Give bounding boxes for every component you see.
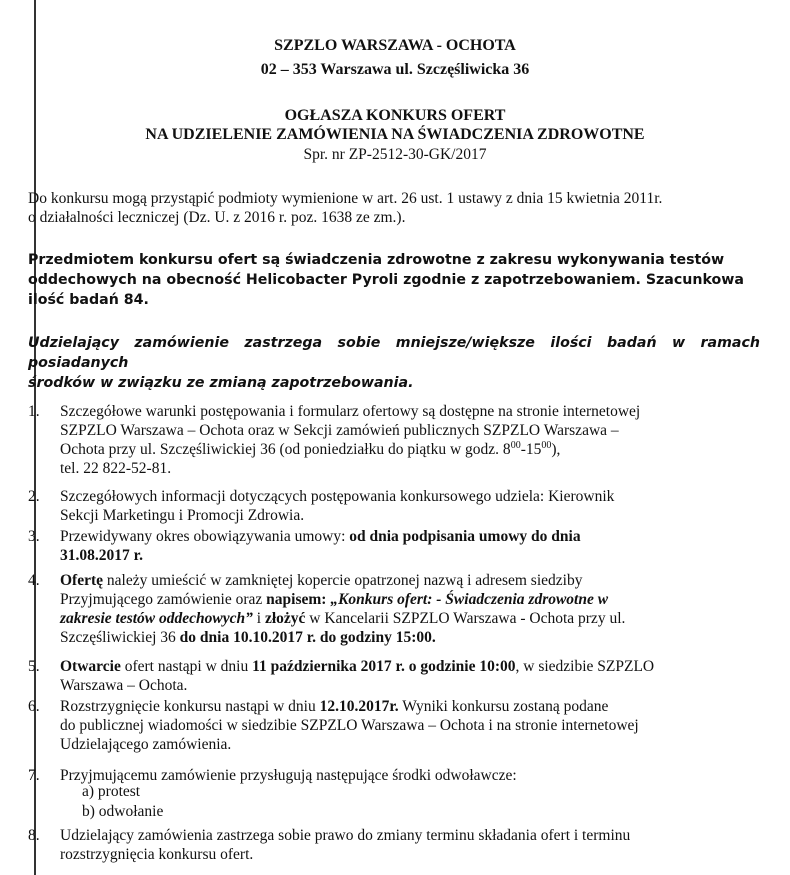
org-name: SZPZLO WARSZAWA - OCHOTA xyxy=(274,37,516,54)
subject-paragraph xyxy=(28,250,760,310)
item-number: 1. xyxy=(28,403,40,420)
reservation-line: środków w związku ze zmianą zapotrzebowania. xyxy=(28,375,414,391)
item-text: do publicznej wiadomości w siedzibie SZPZLO Warszawa – Ochota i na stronie internetowej xyxy=(60,717,639,734)
item-text: Szczegółowe warunki postępowania i formularz ofertowy są dostępne na stronie internetowej xyxy=(60,403,641,420)
item-text: Przyjmującemu zamówienie przysługują następujące środki odwoławcze: xyxy=(60,767,517,784)
item-number: 4. xyxy=(28,572,40,589)
item-text: Przyjmującego zamówienie oraz napisem: „Konkurs ofert: - Świadczenia zdrowotne w xyxy=(60,591,609,608)
announcement-subtitle: NA UDZIELENIE ZAMÓWIENIA NA ŚWIADCZENIA ZDROWOTNE xyxy=(145,126,645,143)
item-text: zakresie testów oddechowych” i złożyć w Kancelarii SZPZLO Warszawa - Ochota przy ul. xyxy=(60,610,626,627)
item-text: Ofertę należy umieścić w zamkniętej kopercie opatrzonej nazwą i adresem siedziby xyxy=(60,572,583,589)
item-number: 5. xyxy=(28,658,40,675)
item-text: SZPZLO Warszawa – Ochota oraz w Sekcji zamówień publicznych SZPZLO Warszawa – xyxy=(60,422,619,439)
item-number: 6. xyxy=(28,698,40,715)
intro-line: o działalności leczniczej (Dz. U. z 2016 r. poz. 1638 ze zm.). xyxy=(28,209,406,226)
subject-line: ilość badań 84. xyxy=(28,292,149,308)
intro-line: Do konkursu mogą przystąpić podmioty wymienione w art. 26 ust. 1 ustawy z dnia 15 kwietnia 2011r. xyxy=(28,190,663,207)
reservation-paragraph xyxy=(28,333,760,393)
announcement-title: OGŁASZA KONKURS OFERT xyxy=(284,107,506,124)
item-text: rozstrzygnięcia konkursu ofert. xyxy=(60,846,254,863)
item-text: Warszawa – Ochota. xyxy=(60,677,188,694)
case-number: Spr. nr ZP-2512-30-GK/2017 xyxy=(303,146,487,163)
org-address: 02 – 353 Warszawa ul. Szczęśliwicka 36 xyxy=(260,61,530,78)
subject-line: Przedmiotem konkursu ofert są świadczenia zdrowotne z zakresu wykonywania testów xyxy=(28,252,725,268)
sub-item-protest: a) protest xyxy=(82,783,141,800)
item-number: 2. xyxy=(28,488,40,505)
subject-line: oddechowych na obecność Helicobacter Pyroli zgodnie z zapotrzebowaniem. Szacunkowa xyxy=(28,272,744,288)
item-text: 31.08.2017 r. xyxy=(60,547,143,564)
intro-paragraph xyxy=(28,189,760,227)
item-text: Szczegółowych informacji dotyczących postępowania konkursowego udziela: Kierownik xyxy=(60,488,615,505)
reservation-line: Udzielający zamówienie zastrzega sobie mniejsze/większe ilości badań w ramach posiadanych xyxy=(28,335,760,371)
item-number: 7. xyxy=(28,767,40,784)
item-text: Ochota przy ul. Szczęśliwickiej 36 (od poniedziałku do piątku w godz. $8^{00}-15^{00}$), xyxy=(60,439,561,458)
item-text: Sekcji Marketingu i Promocji Zdrowia. xyxy=(60,507,305,524)
sub-item-appeal: b) odwołanie xyxy=(82,803,164,820)
item-text: Otwarcie ofert nastąpi w dniu 11 października 2017 r. o godzinie 10:00, w siedzibie SZPZLO xyxy=(60,658,655,675)
item-text: Przewidywany okres obowiązywania umowy: od dnia podpisania umowy do dnia xyxy=(60,528,581,545)
item-text: tel. 22 822-52-81. xyxy=(60,460,172,477)
item-text: Udzielającego zamówienia. xyxy=(60,736,232,753)
item-text: Udzielający zamówienia zastrzega sobie prawo do zmiany terminu składania ofert i terminu xyxy=(60,827,631,844)
item-number: 8. xyxy=(28,827,40,844)
item-number: 3. xyxy=(28,528,40,545)
item-text: Szczęśliwickiej 36 do dnia 10.10.2017 r. do godziny 15:00. xyxy=(60,629,436,646)
item-text: Rozstrzygnięcie konkursu nastąpi w dniu 12.10.2017r. Wyniki konkursu zostaną podane xyxy=(60,698,609,715)
